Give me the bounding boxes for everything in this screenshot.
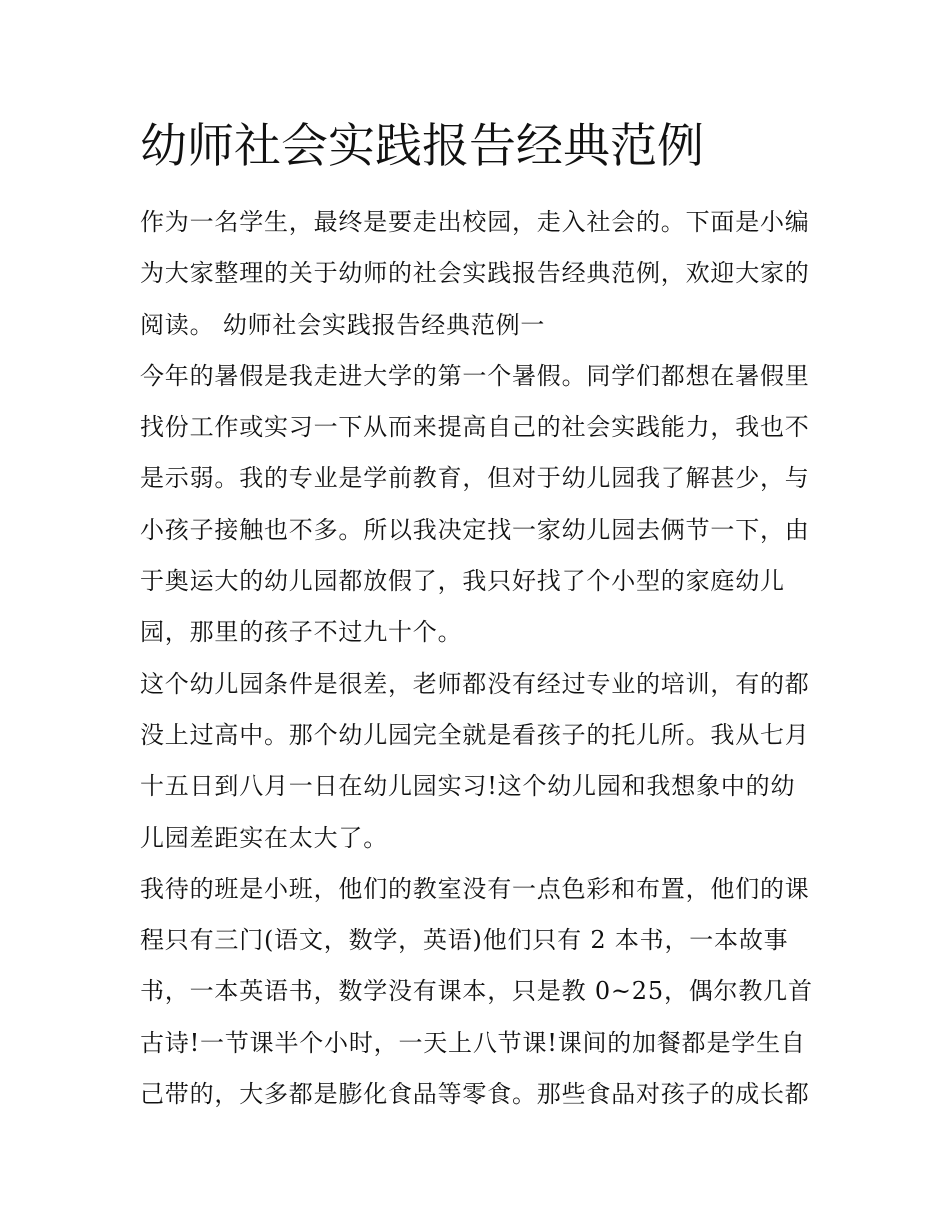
body-line: 古诗!一节课半个小时，一天上八节课!课间的加餐都是学生自	[140, 1028, 806, 1057]
body-line: 程只有三门(语文，数学，英语)他们只有 2 本书，一本故事	[140, 926, 789, 955]
body-line: 于奥运大的幼儿园都放假了，我只好找了个小型的家庭幼儿	[140, 567, 785, 596]
body-line: 小孩子接触也不多。所以我决定找一家幼儿园去俩节一下，由	[140, 515, 810, 544]
body-line: 是示弱。我的专业是学前教育，但对于幼儿园我了解甚少，与	[140, 464, 810, 493]
body-line: 今年的暑假是我走进大学的第一个暑假。同学们都想在暑假里	[140, 361, 810, 390]
body-line: 没上过高中。那个幼儿园完全就是看孩子的托儿所。我从七月	[140, 720, 810, 749]
body-line: 为大家整理的关于幼师的社会实践报告经典范例，欢迎大家的	[140, 259, 810, 288]
body-line: 园，那里的孩子不过九十个。	[140, 618, 463, 647]
document-title: 幼师社会实践报告经典范例	[140, 119, 704, 174]
body-line: 找份工作或实习一下从而来提高自己的社会实践能力，我也不	[140, 413, 810, 442]
document-body	[140, 197, 820, 1120]
body-line: 书，一本英语书，数学没有课本，只是教 0~25，偶尔教几首	[140, 977, 813, 1006]
body-line: 我待的班是小班，他们的教室没有一点色彩和布置，他们的课	[140, 874, 810, 903]
body-line: 作为一名学生，最终是要走出校园，走入社会的。下面是小编	[140, 208, 810, 236]
body-line: 己带的，大多都是膨化食品等零食。那些食品对孩子的成长都	[140, 1080, 810, 1109]
body-line: 十五日到八月一日在幼儿园实习!这个幼儿园和我想象中的幼	[140, 772, 796, 801]
body-line: 阅读。 幼师社会实践报告经典范例一	[140, 310, 546, 339]
body-line: 这个幼儿园条件是很差，老师都没有经过专业的培训，有的都	[140, 669, 810, 698]
body-line: 儿园差距实在太大了。	[140, 823, 388, 852]
